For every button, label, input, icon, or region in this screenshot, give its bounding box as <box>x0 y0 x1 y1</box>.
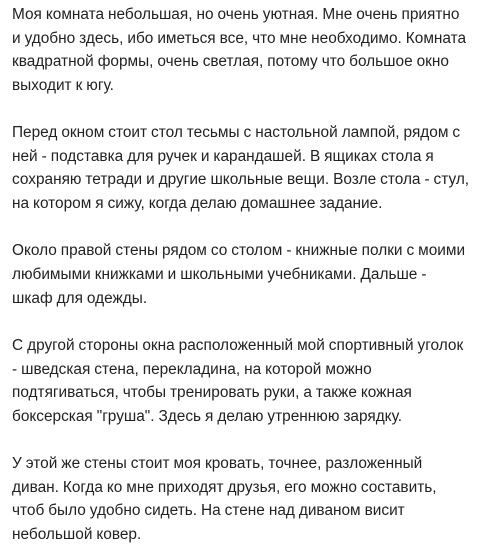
paragraph-bookshelves: Около правой стены рядом со столом - книжные полки с моими любимыми книжками и школьными учебниками. Дальше - шкаф для одежды. <box>12 242 466 307</box>
paragraph-sofa: У этой же стены стоит моя кровать, точнее, разложенный диван. Когда ко мне приходят друзья, его можно составить, чтоб было удобно сидеть. На стене над диваном висит небольшой ковер. <box>12 455 437 543</box>
paragraph-sports-corner: С другой стороны окна расположенный мой спортивный уголок - шведская стена, перекладина, на которой можно подтягиваться, чтобы тренировать руки, а также кожная боксерская "груша". Здесь я делаю утреннюю зарядку. <box>12 336 464 425</box>
paragraph-desk: Перед окном стоит стол тесьмы с настольной лампой, рядом с ней - подставка для ручек и карандашей. В ящиках стола я сохраняю тетради и другие школьные вещи. Возле стола - стул, на котором я сижу, когда делаю домашнее задание. <box>12 124 470 212</box>
paragraph-intro: Моя комната небольшая, но очень уютная. Мне очень приятно и удобно здесь, ибо иметься все, что мне необходимо. Комната квадратной формы, очень светлая, потому что большое окно выходит к югу. <box>12 6 467 94</box>
